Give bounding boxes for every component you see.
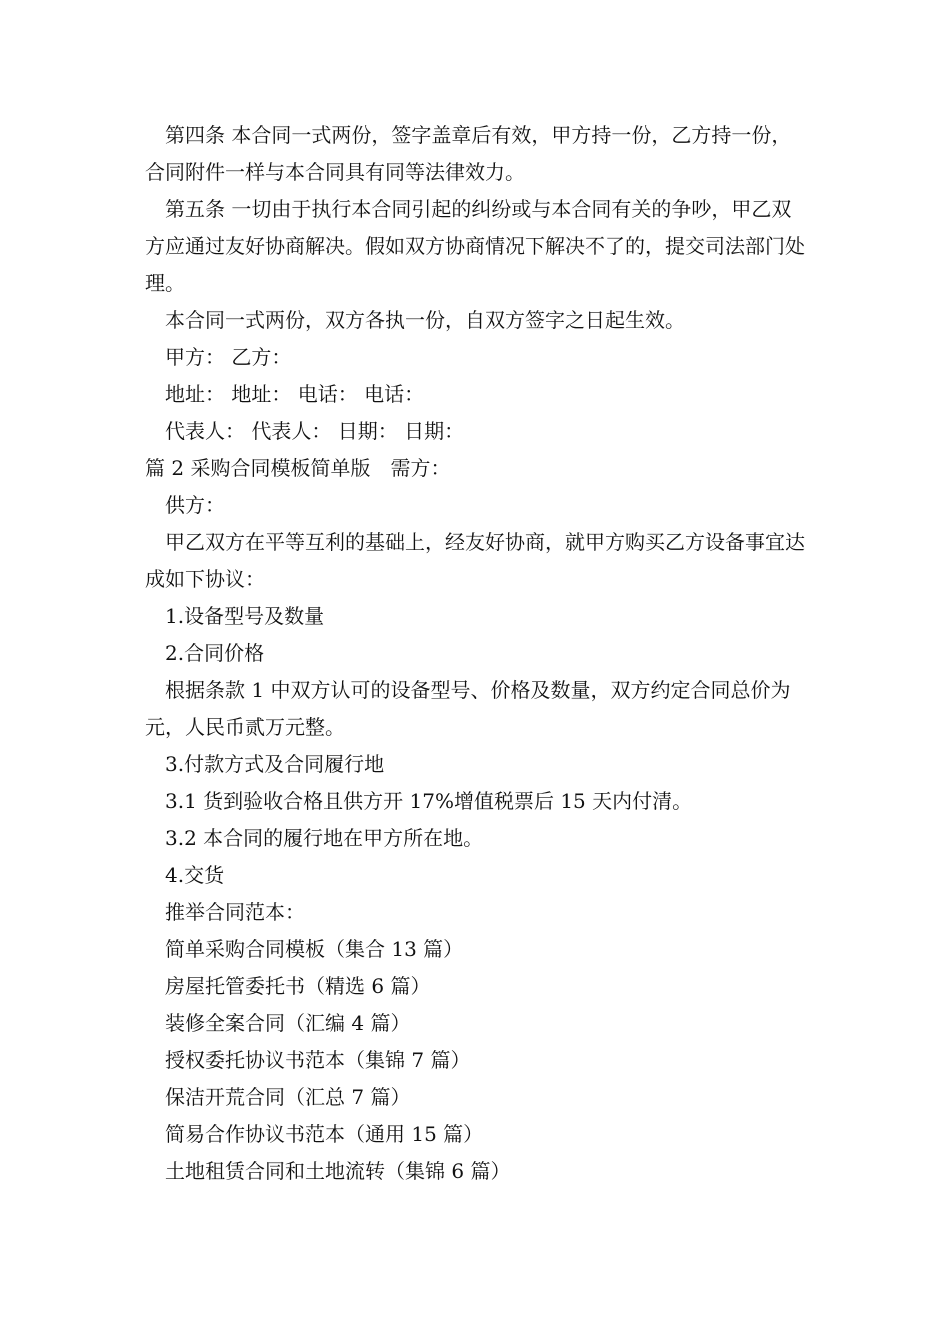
- item-2-heading: 2.合同价格: [165, 641, 265, 665]
- recommended-link-6: 简易合作协议书范本（通用 15 篇）: [165, 1122, 484, 1146]
- recommended-link-3: 装修全案合同（汇编 4 篇）: [165, 1011, 411, 1035]
- address-phone-line: 地址： 地址： 电话： 电话：: [165, 382, 425, 406]
- item-4-heading: 4.交货: [165, 863, 225, 887]
- item-3-2-paragraph: 3.2 本合同的履行地在甲方所在地。: [165, 826, 484, 850]
- recommended-templates-heading: 推举合同范本：: [165, 900, 305, 924]
- recommended-link-1: 简单采购合同模板（集合 13 篇）: [165, 937, 464, 961]
- clause-5-paragraph: 第五条 一切由于执行本合同引起的纠纷或与本合同有关的争吵，甲乙双方应通过友好协商解决。假如双方协商情况下解决不了的，提交司法部门处理。: [145, 197, 805, 295]
- validity-paragraph: 本合同一式两份，双方各执一份，自双方签字之日起生效。: [165, 308, 685, 332]
- item-3-heading: 3.付款方式及合同履行地: [165, 752, 385, 776]
- recommended-link-2: 房屋托管委托书（精选 6 篇）: [165, 974, 431, 998]
- recommended-link-4: 授权委托协议书范本（集锦 7 篇）: [165, 1048, 471, 1072]
- clause-4-paragraph: 第四条 本合同一式两份，签字盖章后有效，甲方持一份，乙方持一份，合同附件一样与本合同具有同等法律效力。: [145, 123, 792, 184]
- price-paragraph: 根据条款 1 中双方认可的设备型号、价格及数量，双方约定合同总价为 元，人民币贰万元整。: [145, 678, 791, 739]
- item-3-1-paragraph: 3.1 货到验收合格且供方开 17%增值税票后 15 天内付清。: [165, 789, 693, 813]
- document-page: [145, 117, 810, 1190]
- supplier-line: 供方：: [165, 493, 225, 517]
- representative-date-line: 代表人： 代表人： 日期： 日期：: [165, 419, 465, 443]
- recommended-link-5: 保洁开荒合同（汇总 7 篇）: [165, 1085, 411, 1109]
- section-2-heading: 篇 2 采购合同模板简单版 需方：: [145, 456, 451, 480]
- item-1-heading: 1.设备型号及数量: [165, 604, 325, 628]
- recommended-link-7: 土地租赁合同和土地流转（集锦 6 篇）: [165, 1159, 511, 1183]
- party-line: 甲方： 乙方：: [165, 345, 292, 369]
- agreement-intro-paragraph: 甲乙双方在平等互利的基础上，经友好协商，就甲方购买乙方设备事宜达成如下协议：: [145, 530, 805, 591]
